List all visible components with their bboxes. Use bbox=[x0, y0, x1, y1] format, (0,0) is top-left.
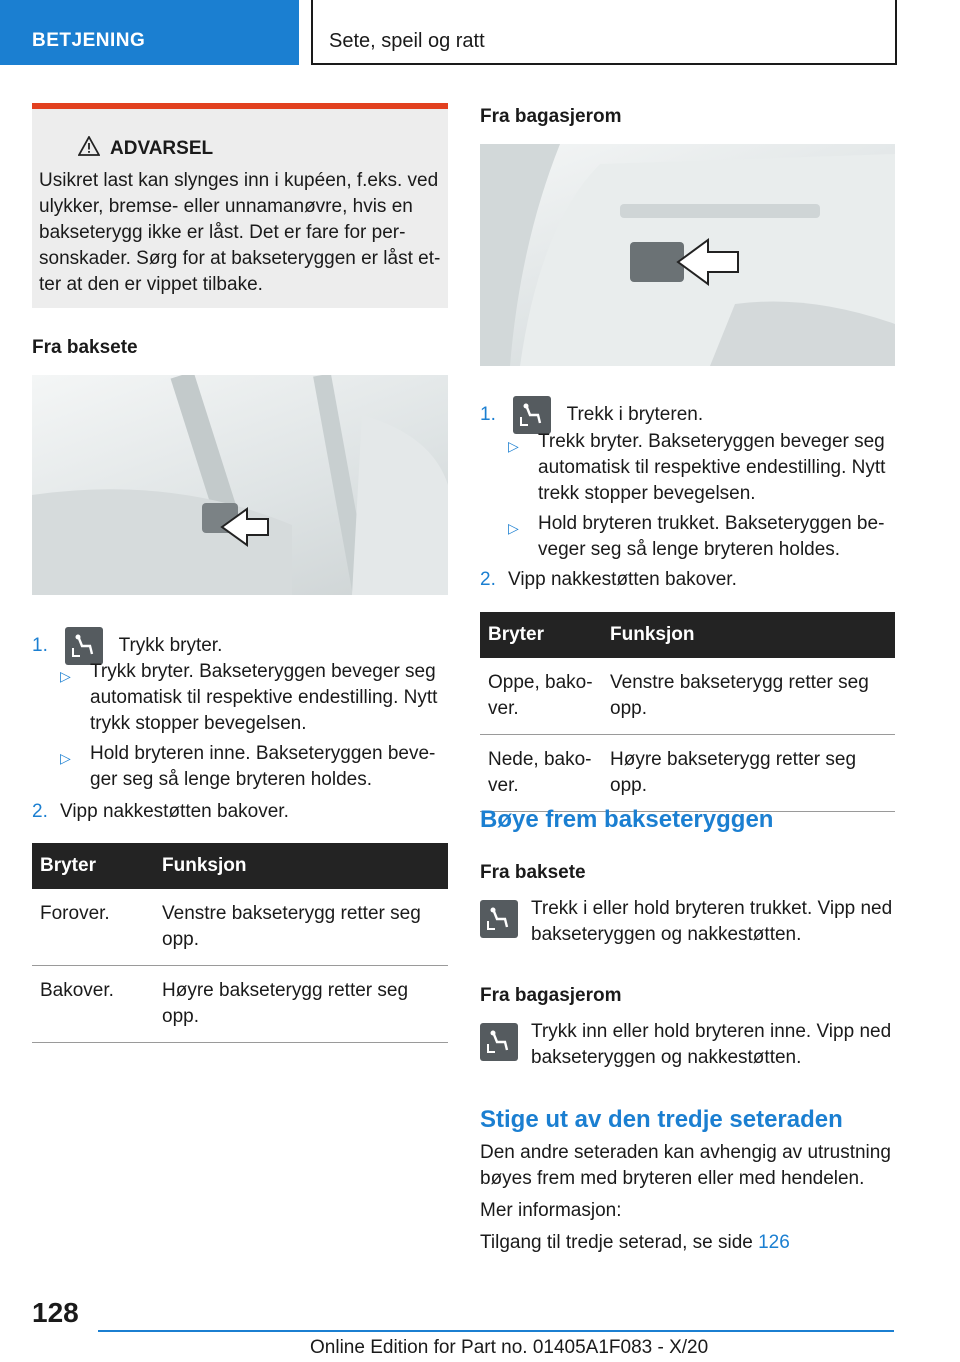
more-info-label: Mer informasjon: bbox=[480, 1200, 622, 1221]
warning-title: ADVARSEL bbox=[110, 138, 214, 159]
bullet-line: Trykk bryter. Bakseteryggen beveger seg bbox=[90, 661, 436, 682]
left-bullet-1 bbox=[60, 659, 450, 737]
warning-line: Usikret last kan slynges inn i kupéen, f.eks. ved bbox=[39, 170, 439, 191]
bullet-line: ger seg så lenge bryteren holdes. bbox=[90, 769, 373, 790]
cell-line: opp. bbox=[162, 1006, 199, 1027]
section-tab bbox=[0, 0, 299, 65]
warning-text bbox=[39, 168, 441, 298]
table-cell bbox=[154, 966, 448, 1043]
cell-line: Bakover. bbox=[40, 980, 114, 1001]
right-function-table bbox=[480, 612, 895, 812]
bullet-line: trykk stopper bevegelsen. bbox=[90, 713, 307, 734]
text-line: bakseteryggen og nakkestøtten. bbox=[531, 924, 802, 945]
step-text: Trekk i bryteren. bbox=[566, 404, 704, 426]
section-title: BETJENING bbox=[32, 30, 146, 51]
warning-heading bbox=[78, 136, 213, 162]
edition-note: Online Edition for Part no. 01405A1F083 - X/20 bbox=[310, 1337, 709, 1358]
cell-line: Forover. bbox=[40, 903, 110, 924]
table-cell bbox=[32, 966, 154, 1043]
right-bullet-1 bbox=[508, 429, 898, 507]
seat-fold-icon bbox=[480, 900, 518, 938]
right-step-2 bbox=[480, 567, 737, 593]
table-cell bbox=[154, 889, 448, 966]
fold-text-cargo bbox=[531, 1019, 901, 1071]
bullet-line: Trekk bryter. Bakseteryggen beveger seg bbox=[538, 431, 885, 452]
bullet-triangle-icon: ▷ bbox=[60, 750, 71, 766]
text-line: bøyes frem med bryteren eller med hendelen. bbox=[480, 1168, 865, 1189]
table-cell bbox=[480, 658, 602, 735]
table-row bbox=[480, 735, 895, 812]
table-header-row bbox=[32, 843, 448, 889]
warning-line: bakseterygg ikke er låst. Det er fare for per- bbox=[39, 222, 406, 243]
step-number: 2. bbox=[480, 569, 496, 590]
table-header: Bryter bbox=[32, 843, 154, 889]
text-line: Trekk i eller hold bryteren trukket. Vipp ned bbox=[531, 898, 893, 919]
footer-divider bbox=[98, 1330, 894, 1332]
exit-paragraph bbox=[480, 1140, 900, 1192]
cell-line: Høyre bakseterygg retter seg bbox=[162, 980, 409, 1001]
table-row bbox=[32, 966, 448, 1043]
warning-box bbox=[32, 103, 448, 308]
chapter-box bbox=[311, 0, 897, 65]
bullet-triangle-icon: ▷ bbox=[508, 520, 519, 536]
bullet-line: trekk stopper bevegelsen. bbox=[538, 483, 756, 504]
left-function-table bbox=[32, 843, 448, 1043]
step-text: Vipp nakkestøtten bakover. bbox=[508, 569, 737, 590]
cell-line: Høyre bakseterygg retter seg bbox=[610, 749, 857, 770]
left-step-2 bbox=[32, 799, 289, 825]
cell-line: opp. bbox=[610, 775, 647, 796]
section-heading-exit: Stige ut av den tredje seteraden bbox=[480, 1106, 843, 1133]
step-number: 1. bbox=[480, 404, 496, 426]
cell-line: opp. bbox=[610, 698, 647, 719]
fold-subhead-cargo: Fra bagasjerom bbox=[480, 985, 622, 1006]
chapter-title: Sete, speil og ratt bbox=[329, 30, 485, 52]
table-header-row bbox=[480, 612, 895, 658]
cell-line: Nede, bako- bbox=[488, 749, 592, 770]
warning-line: ter at den er vippet tilbake. bbox=[39, 274, 263, 295]
left-subhead: Fra baksete bbox=[32, 337, 138, 358]
table-cell bbox=[32, 889, 154, 966]
step-text: Trykk bryter. bbox=[118, 635, 223, 657]
cell-line: ver. bbox=[488, 775, 519, 796]
page-link[interactable]: 126 bbox=[758, 1232, 790, 1253]
warning-line: ulykker, bremse- eller unnamanøvre, hvis en bbox=[39, 196, 413, 217]
table-cell bbox=[480, 735, 602, 812]
step-number: 2. bbox=[32, 801, 48, 822]
bullet-line: automatisk til respektive endestilling. Nytt bbox=[90, 687, 438, 708]
right-bullet-2 bbox=[508, 511, 898, 563]
text-line: Trykk inn eller hold bryteren inne. Vipp ned bbox=[531, 1021, 892, 1042]
bullet-line: automatisk til respektive endestilling. Nytt bbox=[538, 457, 886, 478]
table-header: Funksjon bbox=[154, 843, 448, 889]
page-number: 128 bbox=[32, 1297, 79, 1328]
table-row bbox=[32, 889, 448, 966]
seat-fold-icon bbox=[480, 1023, 518, 1061]
cell-line: Oppe, bako- bbox=[488, 672, 593, 693]
fold-text-rear-seat bbox=[531, 896, 901, 948]
cell-line: opp. bbox=[162, 929, 199, 950]
left-bullet-2 bbox=[60, 741, 450, 793]
table-row bbox=[480, 658, 895, 735]
cargo-area-photo bbox=[480, 144, 895, 366]
cross-reference bbox=[480, 1230, 790, 1256]
text-line: bakseteryggen og nakkestøtten. bbox=[531, 1047, 802, 1068]
bullet-line: veger seg så lenge bryteren holdes. bbox=[538, 539, 841, 560]
table-header: Funksjon bbox=[602, 612, 895, 658]
right-subhead: Fra bagasjerom bbox=[480, 106, 622, 127]
table-cell bbox=[602, 735, 895, 812]
rear-seat-photo bbox=[32, 375, 448, 595]
step-number: 1. bbox=[32, 635, 48, 657]
bullet-line: Hold bryteren trukket. Bakseteryggen be- bbox=[538, 513, 885, 534]
table-cell bbox=[602, 658, 895, 735]
section-heading-fold: Bøye frem bakseteryggen bbox=[480, 806, 774, 833]
reference-text: Tilgang til tredje seterad, se side bbox=[480, 1232, 759, 1253]
bullet-triangle-icon: ▷ bbox=[508, 438, 519, 454]
fold-subhead-rear-seat: Fra baksete bbox=[480, 862, 586, 883]
warning-line: sonskader. Sørg for at bakseteryggen er låst et- bbox=[39, 248, 441, 269]
bullet-line: Hold bryteren inne. Bakseteryggen beve- bbox=[90, 743, 436, 764]
bullet-triangle-icon: ▷ bbox=[60, 668, 71, 684]
cell-line: ver. bbox=[488, 698, 519, 719]
warning-triangle-icon bbox=[78, 136, 100, 162]
step-text: Vipp nakkestøtten bakover. bbox=[60, 801, 289, 822]
table-header: Bryter bbox=[480, 612, 602, 658]
text-line: Den andre seteraden kan avhengig av utrustning bbox=[480, 1142, 891, 1163]
cell-line: Venstre bakseterygg retter seg bbox=[162, 903, 421, 924]
cell-line: Venstre bakseterygg retter seg bbox=[610, 672, 869, 693]
